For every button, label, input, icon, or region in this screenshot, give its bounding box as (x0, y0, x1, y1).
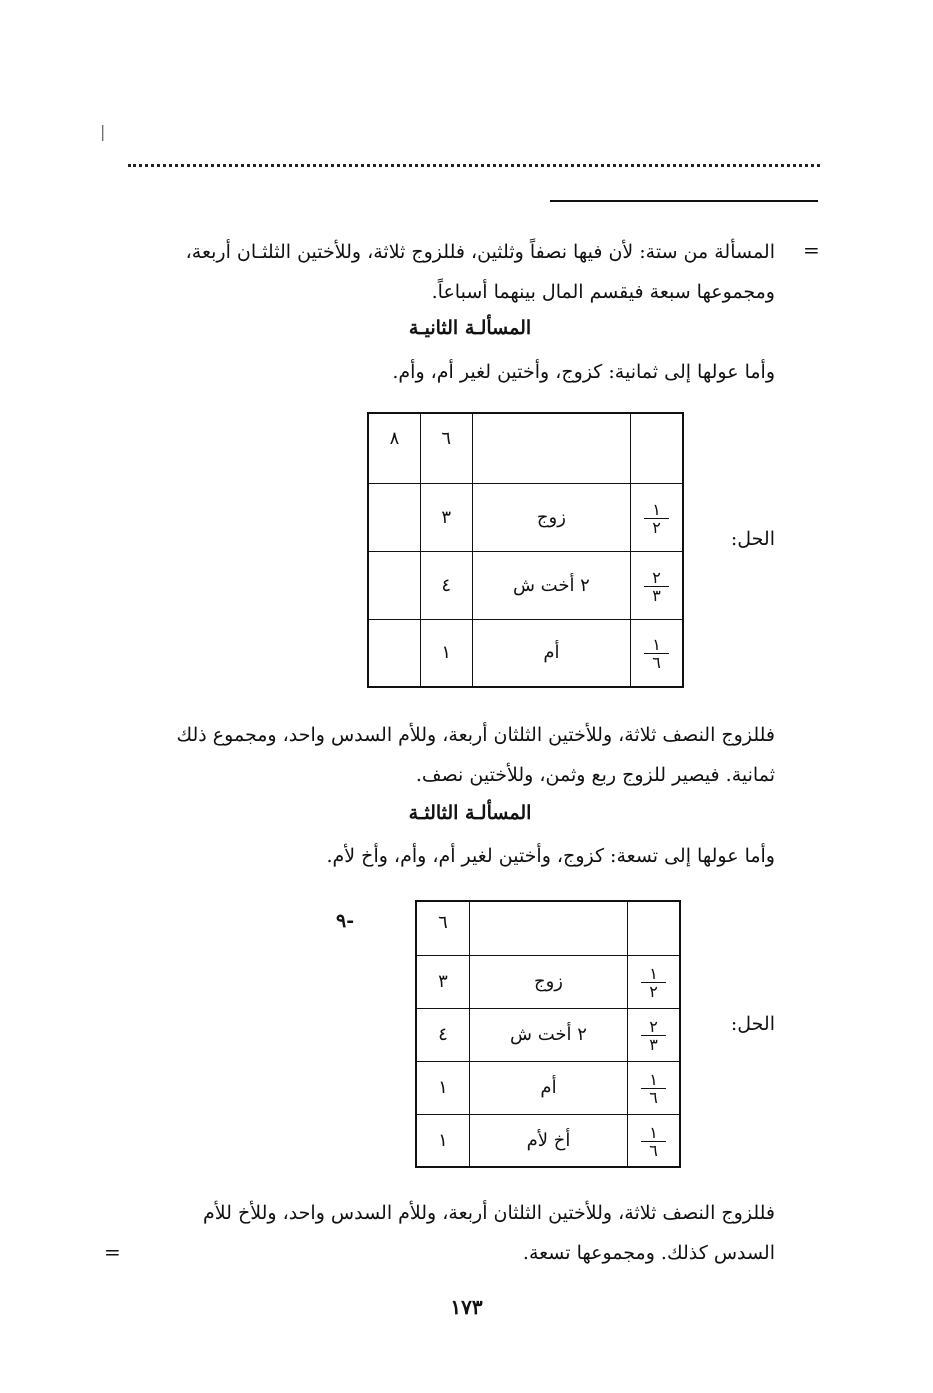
continuation-marker: = (803, 238, 820, 262)
continuation-paragraph (120, 232, 775, 312)
problem2-solution-label: الحل: (730, 528, 775, 550)
fraction-cell: $\frac{١}{٦}$ (628, 1061, 681, 1114)
problem2-intro: وأما عولها إلى ثمانية: كزوج، وأختين لغير أم، وأم. (392, 361, 775, 383)
problem2-explanation-line-1: فللزوج النصف ثلاثة، وللأختين الثلثان أربعة، وللأم السدس واحد، ومجموع ذلك (176, 724, 775, 746)
heir-cell: أم (472, 619, 630, 687)
problem3-explanation (105, 1193, 775, 1273)
margin-mark: | (100, 122, 106, 141)
heir-cell: أخ لأم (470, 1114, 628, 1167)
problem3-awl-mark: ٩- (336, 910, 355, 932)
table-row (416, 1114, 680, 1167)
table-row (368, 619, 683, 687)
heir-cell: زوج (472, 483, 630, 551)
problem2-heading: المسألـة الثانيـة (408, 317, 532, 339)
problem3-explanation-line-1: فللزوج النصف ثلاثة، وللأختين الثلثان أربعة، وللأم السدس واحد، وللأخ للأم (203, 1202, 775, 1224)
fraction-cell: $\frac{١}{٢}$ (628, 955, 681, 1008)
heir-cell: زوج (470, 955, 628, 1008)
problem2-explanation-line-2: ثمانية. فيصير للزوج ربع وثمن، وللأختين نصف. (415, 764, 775, 786)
problem3-explanation-line-2: السدس كذلك. ومجموعها تسعة. (522, 1242, 775, 1264)
table-row (368, 551, 683, 619)
heir-cell: ٢ أخت ش (472, 551, 630, 619)
fraction-cell: $\frac{٢}{٣}$ (628, 1008, 681, 1061)
dotted-separator (128, 150, 820, 167)
problem3-table (415, 900, 681, 1168)
table-header-row (368, 413, 683, 483)
share-cell: ١ (416, 1061, 470, 1114)
problem2-explanation (120, 715, 775, 795)
heir-cell: أم (470, 1061, 628, 1114)
table-row (416, 1008, 680, 1061)
table-row (368, 483, 683, 551)
share-cell: ٤ (420, 551, 472, 619)
share-cell: ٤ (416, 1008, 470, 1061)
share-cell: ٣ (420, 483, 472, 551)
awl-cell (368, 619, 420, 687)
continue-marker: = (104, 1240, 121, 1264)
problem2-table (367, 412, 684, 688)
fraction-cell (628, 901, 681, 955)
table-header-row (416, 901, 680, 955)
fraction-cell: $\frac{١}{٢}$ (631, 483, 683, 551)
section-rule (550, 200, 818, 202)
share-cell: ١ (416, 1114, 470, 1167)
problem3-intro: وأما عولها إلى تسعة: كزوج، وأختين لغير أم، وأم، وأخ لأم. (326, 845, 775, 867)
problem3-heading: المسألـة الثالثـة (408, 802, 532, 824)
base-cell: ٦ (416, 901, 470, 955)
table-row (416, 955, 680, 1008)
awl-cell: ٨ (368, 413, 420, 483)
continuation-line-1: المسألة من ستة: لأن فيها نصفاً وثلثين، فللزوج ثلاثة، وللأختين الثلثـان أربعة، (185, 241, 775, 263)
heir-cell (472, 413, 630, 483)
page-number: ١٧٣ (450, 1295, 483, 1319)
share-cell: ٣ (416, 955, 470, 1008)
fraction-cell (631, 413, 683, 483)
heir-cell: ٢ أخت ش (470, 1008, 628, 1061)
awl-cell (368, 551, 420, 619)
fraction-cell: $\frac{١}{٦}$ (628, 1114, 681, 1167)
awl-cell (368, 483, 420, 551)
heir-cell (470, 901, 628, 955)
fraction-cell: $\frac{٢}{٣}$ (631, 551, 683, 619)
share-cell: ١ (420, 619, 472, 687)
base-cell: ٦ (420, 413, 472, 483)
problem3-solution-label: الحل: (730, 1013, 775, 1035)
table-row (416, 1061, 680, 1114)
fraction-cell: $\frac{١}{٦}$ (631, 619, 683, 687)
continuation-line-2: ومجموعها سبعة فيقسم المال بينهما أسباعاً. (431, 281, 775, 303)
